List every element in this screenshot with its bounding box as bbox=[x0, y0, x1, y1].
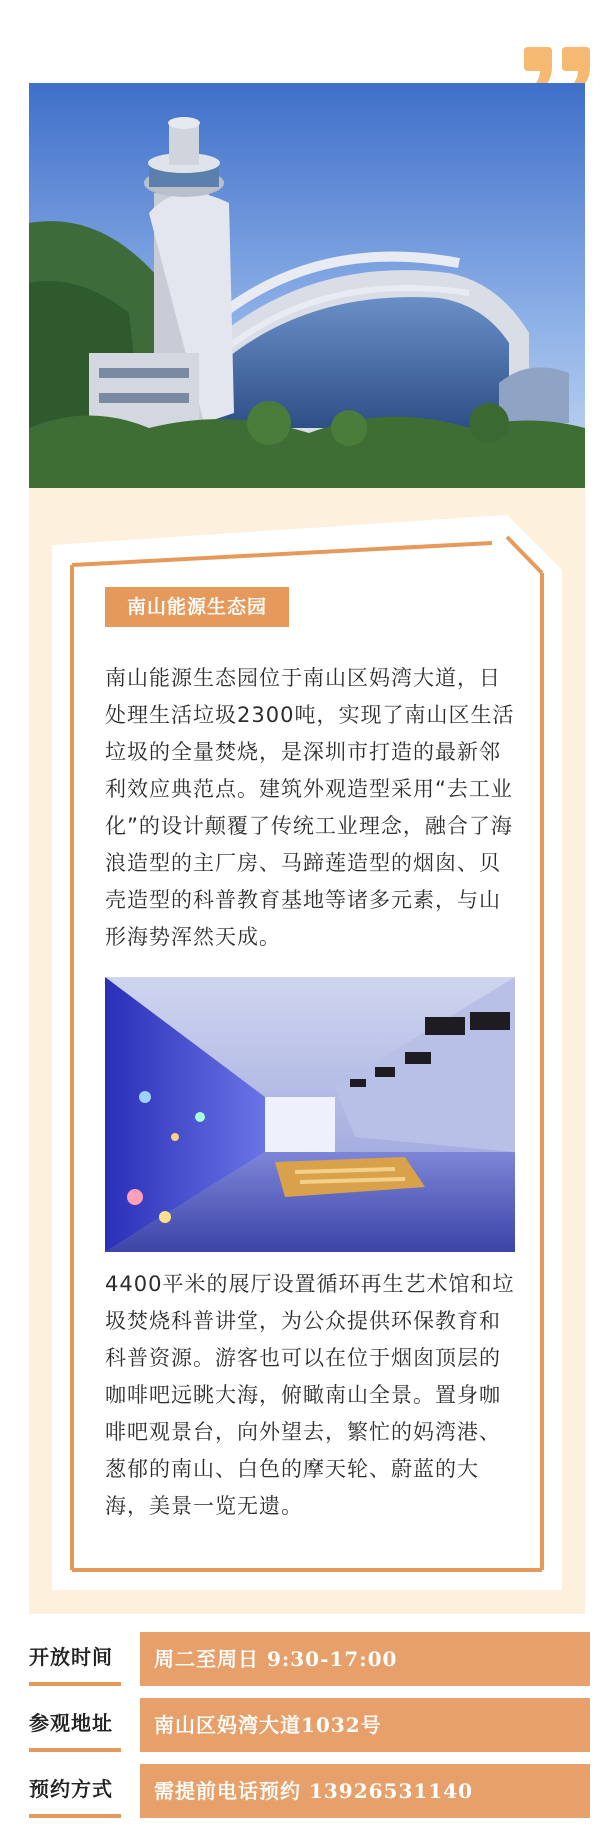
info-label bbox=[29, 1764, 129, 1818]
intro-paragraph: 南山能源生态园位于南山区妈湾大道，日处理生活垃圾2300吨，实现了南山区生活垃圾的全量焚烧，是深圳市打造的最新邻利效应典范点。建筑外观造型采用“去工业化”的设计颠覆了传统工业理念，融合了海浪造型的主厂房、马蹄莲造型的烟囱、贝壳造型的科普教育基地等诸多元素，与山形海势浑然天成。 bbox=[105, 666, 515, 949]
info-value-address: 南山区妈湾大道1032号 bbox=[140, 1698, 590, 1752]
hero-photo-energy-park bbox=[29, 83, 585, 488]
info-label bbox=[29, 1698, 129, 1752]
info-value-booking[interactable]: 需提前电话预约 13926531140 bbox=[140, 1764, 590, 1818]
exhibition-hall-photo bbox=[105, 977, 515, 1252]
exhibition-paragraph: 4400平米的展厅设置循环再生艺术馆和垃圾焚烧科普讲堂，为公众提供环保教育和科普资源。游客也可以在位于烟囱顶层的咖啡吧远眺大海，俯瞰南山全景。置身咖啡吧观景台，向外望去，繁忙的妈湾港、葱郁的南山、白色的摩天轮、蔚蓝的大海，美景一览无遗。 bbox=[105, 1272, 515, 1518]
info-row-booking bbox=[29, 1764, 594, 1818]
info-row-hours bbox=[29, 1632, 594, 1686]
label-underline bbox=[29, 1748, 121, 1752]
info-label-text: 参观地址 bbox=[29, 1711, 113, 1735]
info-label-text: 预约方式 bbox=[29, 1777, 113, 1801]
info-label bbox=[29, 1632, 129, 1686]
section-title: 南山能源生态园 bbox=[105, 587, 289, 627]
label-underline bbox=[29, 1682, 121, 1686]
info-row-address bbox=[29, 1698, 594, 1752]
info-label-text: 开放时间 bbox=[29, 1645, 113, 1669]
info-value-hours: 周二至周日 9:30-17:00 bbox=[140, 1632, 590, 1686]
label-underline bbox=[29, 1814, 121, 1818]
